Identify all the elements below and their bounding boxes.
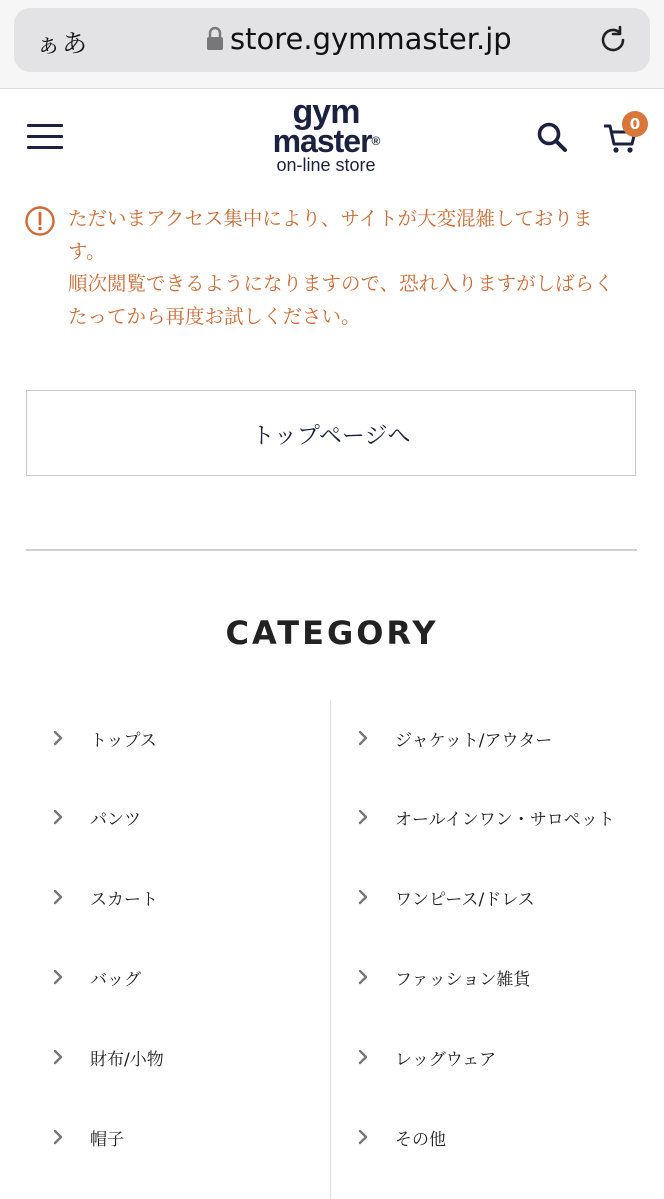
notice-line: たってから再度お試しください。	[68, 304, 361, 328]
category-label: バッグ	[90, 969, 141, 990]
notice-text	[68, 203, 640, 333]
category-column-divider	[330, 700, 331, 1199]
text-size-button[interactable]: ぁあ	[36, 29, 89, 58]
logo-master-text: master	[272, 123, 372, 159]
chevron-right-icon	[357, 1128, 369, 1146]
cart-button[interactable]	[604, 115, 654, 159]
logo-line-master	[256, 123, 396, 159]
chevron-right-icon	[357, 729, 369, 747]
category-item-fashion-goods[interactable]	[357, 957, 530, 997]
top-page-button[interactable]: トップページへ	[26, 390, 636, 476]
notice-line: す。	[68, 239, 106, 263]
logo-registered-mark: ®	[371, 134, 380, 148]
category-item-onepiece[interactable]	[357, 877, 535, 917]
category-label: ファッション雑貨	[395, 969, 531, 990]
category-label: オールインワン・サロペット	[395, 809, 615, 830]
gymmaster-logo[interactable]	[256, 93, 396, 179]
category-item-hat[interactable]	[52, 1117, 124, 1157]
cart-count-badge: 0	[622, 111, 648, 137]
category-label: その他	[395, 1129, 446, 1150]
chevron-right-icon	[52, 1128, 64, 1146]
chevron-right-icon	[52, 1048, 64, 1066]
category-label: トップス	[90, 730, 157, 751]
category-label: 帽子	[90, 1129, 124, 1150]
chevron-right-icon	[357, 968, 369, 986]
search-icon[interactable]	[536, 121, 568, 153]
section-divider	[26, 549, 637, 551]
chevron-right-icon	[357, 808, 369, 826]
category-item-other[interactable]	[357, 1117, 446, 1157]
lock-icon	[206, 26, 224, 52]
category-label: ワンピース/ドレス	[395, 889, 535, 910]
store-header	[0, 89, 664, 189]
alert-circle-icon	[24, 205, 56, 237]
category-item-pants[interactable]	[52, 797, 141, 837]
chevron-right-icon	[52, 968, 64, 986]
chevron-right-icon	[52, 888, 64, 906]
category-label: スカート	[90, 889, 158, 910]
logo-line-online-store: on-line store	[276, 155, 376, 175]
url-text: store.gymmaster.jp	[230, 22, 512, 56]
chevron-right-icon	[52, 808, 64, 826]
category-item-allinone[interactable]	[357, 797, 615, 837]
browser-address-bar	[0, 0, 664, 89]
notice-line: ただいまアクセス集中により、サイトが大変混雑しておりま	[68, 207, 593, 230]
category-label: レッグウェア	[395, 1049, 497, 1070]
category-item-jacket[interactable]	[357, 718, 552, 758]
chevron-right-icon	[357, 888, 369, 906]
hamburger-menu-icon[interactable]	[27, 124, 63, 150]
category-label: パンツ	[90, 809, 141, 830]
chevron-right-icon	[357, 1048, 369, 1066]
chevron-right-icon	[52, 729, 64, 747]
url-field[interactable]	[14, 8, 650, 72]
logo-line-gym: gym	[292, 93, 360, 131]
category-label: 財布/小物	[90, 1049, 164, 1070]
notice-line: 順次閲覧できるようになりますので、恐れ入りますがしばらく	[68, 272, 614, 295]
reload-icon[interactable]	[598, 25, 628, 55]
category-item-tops[interactable]	[52, 718, 157, 758]
url-display[interactable]	[206, 22, 512, 56]
category-item-bag[interactable]	[52, 957, 141, 997]
category-item-wallet[interactable]	[52, 1037, 164, 1077]
category-heading: CATEGORY	[225, 614, 439, 652]
category-label: ジャケット/アウター	[395, 730, 553, 751]
category-item-legwear[interactable]	[357, 1037, 496, 1077]
category-item-skirt[interactable]	[52, 877, 158, 917]
